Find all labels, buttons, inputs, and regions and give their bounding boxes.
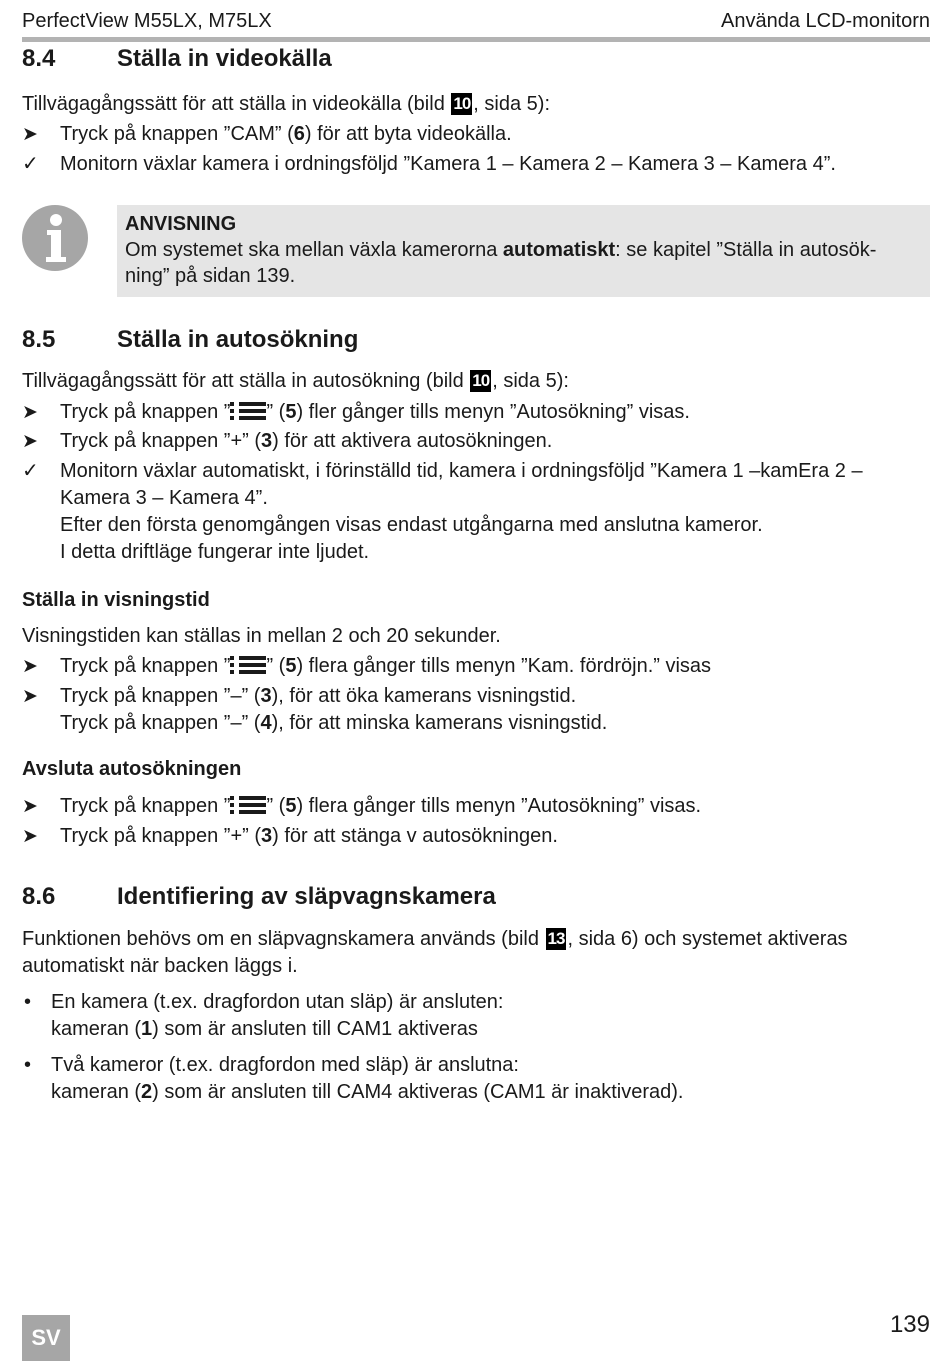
s85-result (22, 458, 927, 566)
s86-intro: Funktionen behövs om en släpvagnskamera används (bild 13 , sida 6) och systemet aktiveras automatiskt när backen läggs i. (22, 928, 848, 977)
s84-intro: Tillvägagångssätt för att ställa in videokälla (bild 10 , sida 5): (22, 93, 550, 115)
result-line: I detta driftläge fungerar inte ljudet. (60, 541, 370, 563)
arrow-icon: ➤ (22, 826, 38, 847)
figure-ref-badge: 13 (547, 929, 565, 948)
section-8-5-title (22, 324, 358, 356)
language-badge: SV (22, 1315, 70, 1361)
note-box (117, 205, 930, 297)
header-chapter: Använda LCD-monitorn (721, 10, 930, 32)
arrow-icon: ➤ (22, 656, 38, 677)
note-text: Om systemet ska mellan växla kamerorna automatiskt: se kapitel ”Ställa in autosök- (125, 239, 877, 261)
menu-list-icon (230, 795, 266, 815)
section-8-4-title (22, 43, 332, 75)
s86-bullet-1: • En kamera (t.ex. dragfordon utan släp) är ansluten: kameran (1) som är ansluten till CAM1 aktiveras (24, 991, 504, 1040)
result-line: Monitorn växlar automatiskt, i förinställd tid, kamera i ordningsföljd ”Kamera 1 –kamEra 2 – (60, 460, 863, 482)
s85-intro: Tillvägagångssätt för att ställa in autosökning (bild 10 , sida 5): (22, 370, 569, 392)
menu-list-icon (230, 401, 266, 421)
section-title-text: Ställa in videokälla (117, 45, 332, 72)
running-header (22, 8, 930, 38)
check-icon: ✓ (22, 460, 39, 482)
s84-step-1: ➤ Tryck på knappen ”CAM” (6) för att byta videokälla. (22, 121, 927, 148)
bullet-icon: • (24, 991, 32, 1013)
note-title: ANVISNING (125, 213, 237, 235)
figure-ref-badge: 10 (453, 94, 471, 113)
info-icon (22, 205, 88, 271)
bullet-icon: • (24, 1054, 32, 1076)
arrow-icon: ➤ (22, 796, 38, 817)
subheading-avsluta: Avsluta autosökningen (22, 758, 242, 780)
s86-bullet-2: • Två kameror (t.ex. dragfordon med släp) är anslutna: kameran (2) som är ansluten till CAM4 aktiveras (CAM1 är inaktiverad). (24, 1054, 684, 1103)
header-product: PerfectView M55LX, M75LX (22, 10, 272, 32)
s85-step-2: ➤ Tryck på knappen ”+” (3) för att aktivera autosökningen. (22, 428, 927, 455)
avsluta-step-2: ➤ Tryck på knappen ”+” (3) för att stänga v autosökningen. (22, 823, 927, 850)
visningstid-step-2: ➤ Tryck på knappen ”–” (3), för att öka kamerans visningstid. Tryck på knappen ”–” (4), för att minska kamerans visningstid. (22, 685, 608, 734)
section-8-6-title (22, 881, 496, 913)
check-icon: ✓ (22, 153, 39, 175)
section-number: 8.4 (22, 45, 56, 72)
page-number: 139 (889, 1311, 930, 1338)
header-rule (22, 37, 930, 42)
arrow-icon: ➤ (22, 402, 38, 423)
result-line: Kamera 3 – Kamera 4”. (60, 487, 268, 509)
arrow-icon: ➤ (22, 431, 38, 452)
figure-ref-badge: 10 (472, 371, 490, 390)
section-number: 8.5 (22, 326, 56, 353)
s85-step-1: ➤ Tryck på knappen ” ” (5) fler gånger tills menyn ”Autosökning” visas. (22, 399, 927, 426)
note-text-line2: ning” på sidan 139. (125, 265, 296, 287)
section-title-text: Ställa in autosökning (117, 326, 359, 353)
arrow-icon: ➤ (22, 124, 38, 145)
avsluta-step-1: ➤ Tryck på knappen ” ” (5) flera gånger tills menyn ”Autosökning” visas. (22, 793, 927, 820)
s84-result: ✓ Monitorn växlar kamera i ordningsföljd ”Kamera 1 – Kamera 2 – Kamera 3 – Kamera 4”. (22, 151, 927, 178)
subheading-visningstid: Ställa in visningstid (22, 589, 210, 611)
visningstid-step-1: ➤ Tryck på knappen ” ” (5) flera gånger tills menyn ”Kam. fördröjn.” visas (22, 653, 927, 680)
arrow-icon: ➤ (22, 686, 38, 707)
visningstid-intro: Visningstiden kan ställas in mellan 2 och 20 sekunder. (22, 625, 501, 647)
menu-list-icon (230, 655, 266, 675)
section-title-text: Identifiering av släpvagnskamera (117, 883, 496, 910)
result-line: Efter den första genomgången visas endast utgångarna med anslutna kameror. (60, 514, 763, 536)
section-number: 8.6 (22, 883, 56, 910)
